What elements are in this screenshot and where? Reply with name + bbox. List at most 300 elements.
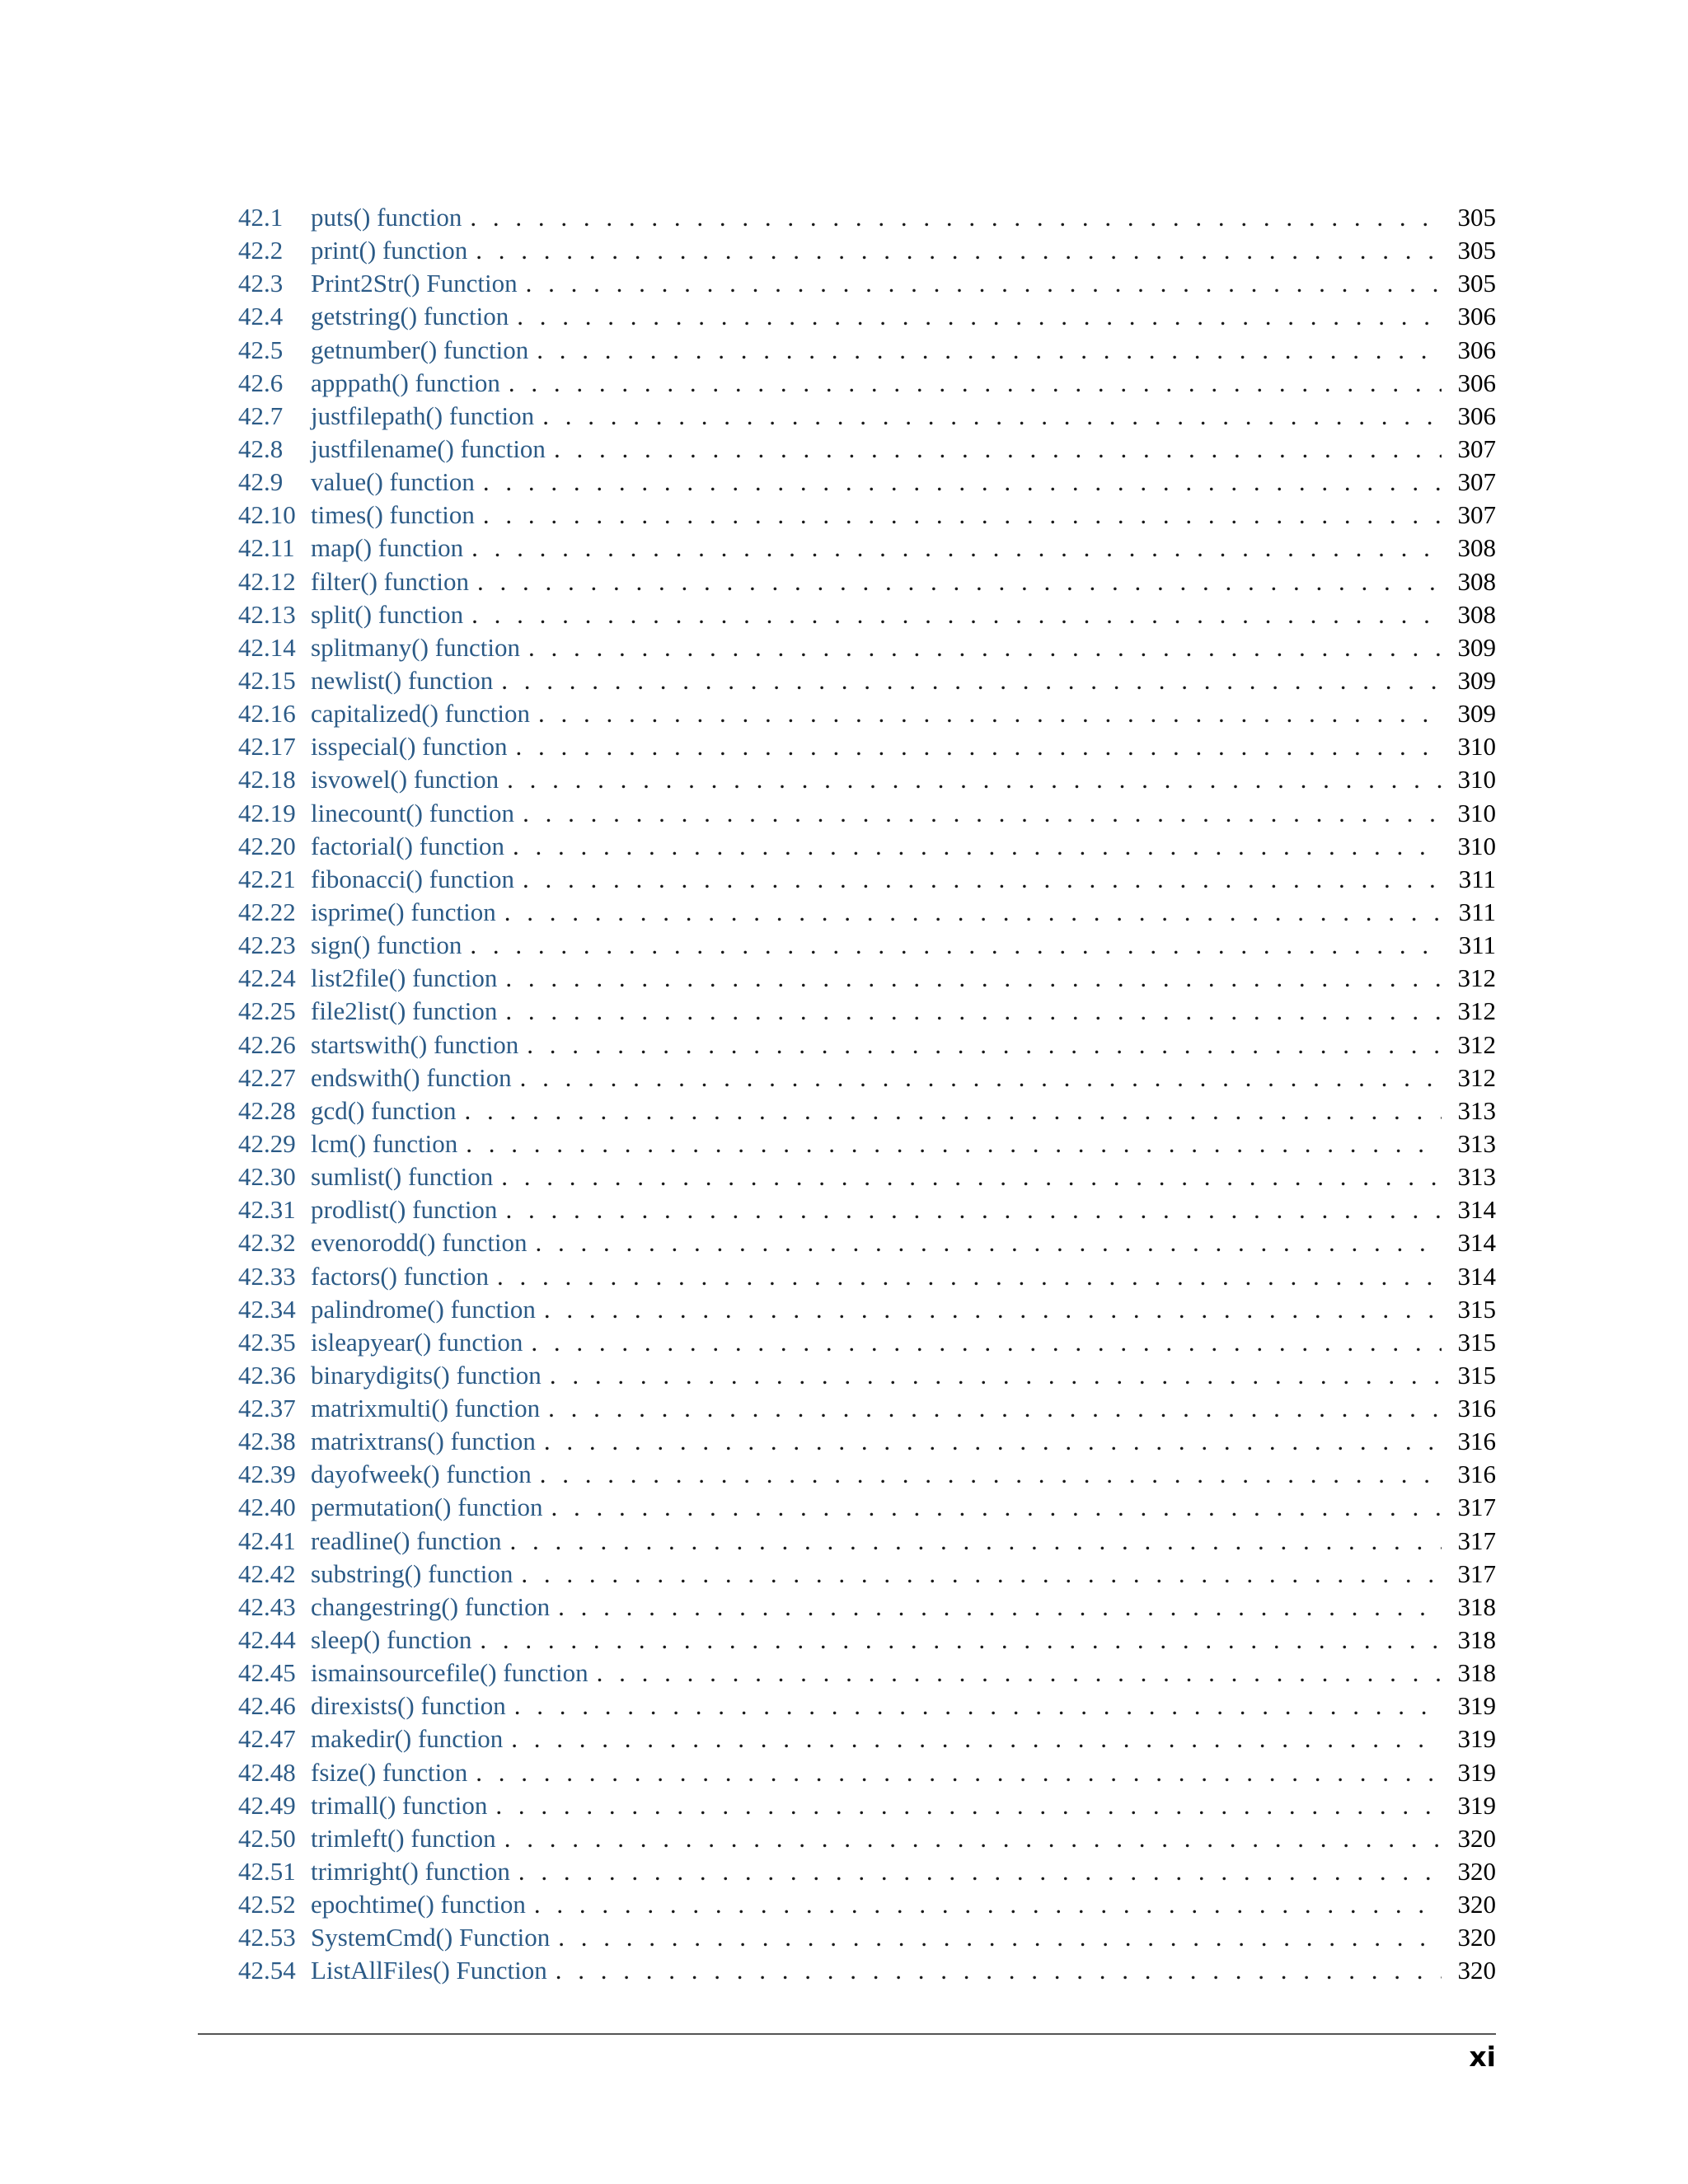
toc-dot-leader xyxy=(501,1160,1442,1193)
page-number: xi xyxy=(1469,2041,1496,2073)
toc-entry-title: print() function xyxy=(311,236,468,265)
toc-entry-title: isspecial() function xyxy=(311,732,508,762)
toc-entry-number: 42.42 xyxy=(238,1558,296,1588)
toc-entry xyxy=(238,1425,1496,1458)
toc-entry-page: 320 xyxy=(1457,1890,1496,1919)
toc-entry-number: 42.6 xyxy=(238,368,284,397)
toc-entry xyxy=(238,1591,1496,1624)
toc-entry-page: 317 xyxy=(1457,1526,1496,1555)
toc-entry-title: isvowel() function xyxy=(311,765,499,794)
toc-entry xyxy=(238,830,1496,863)
toc-entry-number: 42.7 xyxy=(238,401,284,430)
toc-entry-page: 320 xyxy=(1457,1823,1496,1853)
toc-entry-title: ListAllFiles() Function xyxy=(311,1956,547,1985)
toc-entry xyxy=(238,1359,1496,1392)
toc-entry xyxy=(238,565,1496,598)
toc-entry-page: 312 xyxy=(1457,963,1496,993)
toc-entry-page: 311 xyxy=(1458,930,1496,960)
toc-entry xyxy=(238,1458,1496,1491)
toc-entry-number: 42.52 xyxy=(238,1890,296,1919)
toc-dot-leader xyxy=(531,1326,1442,1359)
toc-entry-page: 318 xyxy=(1457,1591,1496,1621)
toc-entry-link[interactable] xyxy=(238,565,469,598)
toc-entry xyxy=(238,962,1496,995)
toc-entry-link[interactable] xyxy=(238,763,499,796)
toc-dot-leader xyxy=(507,763,1442,796)
toc-entry-link[interactable] xyxy=(238,367,500,400)
toc-entry-title: endswith() function xyxy=(311,1062,512,1092)
toc-entry-number: 42.35 xyxy=(238,1327,296,1357)
toc-entry xyxy=(238,863,1496,896)
toc-entry-title: gcd() function xyxy=(311,1095,457,1125)
toc-entry-title: puts() function xyxy=(311,203,462,232)
toc-entry-page: 312 xyxy=(1457,1029,1496,1059)
toc-entry-link[interactable] xyxy=(238,1855,510,1888)
toc-entry-page: 314 xyxy=(1457,1195,1496,1225)
toc-entry xyxy=(238,1954,1496,1987)
toc-entry-number: 42.53 xyxy=(238,1923,296,1952)
toc-dot-leader xyxy=(470,201,1442,234)
toc-entry-title: direxists() function xyxy=(311,1691,506,1721)
toc-dot-leader xyxy=(558,1591,1442,1624)
toc-entry xyxy=(238,730,1496,763)
toc-entry xyxy=(238,1293,1496,1326)
toc-entry-page: 319 xyxy=(1457,1724,1496,1754)
toc-entry-link[interactable] xyxy=(238,1458,532,1491)
toc-entry xyxy=(238,267,1496,300)
toc-entry xyxy=(238,1392,1496,1425)
toc-entry-number: 42.37 xyxy=(238,1394,296,1423)
toc-dot-leader xyxy=(554,433,1442,466)
toc-entry-page: 316 xyxy=(1457,1427,1496,1456)
toc-entry-page: 309 xyxy=(1457,665,1496,695)
toc-entry xyxy=(238,697,1496,730)
toc-entry-title: capitalized() function xyxy=(311,699,530,729)
toc-entry-page: 309 xyxy=(1457,699,1496,729)
toc-entry-number: 42.12 xyxy=(238,566,296,596)
toc-entry xyxy=(238,1160,1496,1193)
toc-entry xyxy=(238,1127,1496,1160)
toc-entry-page: 310 xyxy=(1457,732,1496,762)
toc-entry-page: 311 xyxy=(1458,897,1496,926)
toc-entry-number: 42.14 xyxy=(238,632,296,662)
toc-entry-page: 307 xyxy=(1457,434,1496,463)
toc-dot-leader xyxy=(511,1722,1442,1755)
toc-entry-link[interactable] xyxy=(238,697,530,730)
toc-entry-number: 42.4 xyxy=(238,302,284,331)
toc-entry-link[interactable] xyxy=(238,201,462,234)
toc-entry xyxy=(238,1624,1496,1657)
toc-entry-page: 315 xyxy=(1457,1327,1496,1357)
toc-dot-leader xyxy=(501,664,1442,697)
toc-entry-link[interactable] xyxy=(238,830,504,863)
toc-dot-leader xyxy=(509,367,1442,400)
toc-dot-leader xyxy=(526,267,1442,300)
toc-entry-title: sleep() function xyxy=(311,1625,472,1655)
toc-entry-title: binarydigits() function xyxy=(311,1360,542,1390)
toc-entry-page: 310 xyxy=(1457,831,1496,860)
toc-entry-link[interactable] xyxy=(238,1160,493,1193)
toc-entry-title: splitmany() function xyxy=(311,632,520,662)
toc-entry-title: changestring() function xyxy=(311,1591,551,1621)
toc-entry-page: 316 xyxy=(1457,1460,1496,1489)
toc-entry-link[interactable] xyxy=(238,1127,457,1160)
table-of-contents xyxy=(238,201,1496,1988)
toc-dot-leader xyxy=(504,1822,1442,1855)
toc-entry-number: 42.47 xyxy=(238,1724,296,1754)
toc-dot-leader xyxy=(476,234,1442,267)
toc-entry-number: 42.34 xyxy=(238,1294,296,1324)
toc-dot-leader xyxy=(544,1293,1442,1326)
toc-entry-link[interactable] xyxy=(238,1326,523,1359)
toc-dot-leader xyxy=(538,697,1442,730)
toc-entry-page: 316 xyxy=(1457,1394,1496,1423)
toc-entry-link[interactable] xyxy=(238,499,475,532)
toc-dot-leader xyxy=(515,730,1442,763)
toc-dot-leader xyxy=(551,1491,1442,1524)
toc-entry-page: 314 xyxy=(1457,1228,1496,1258)
toc-entry-title: fsize() function xyxy=(311,1757,468,1787)
toc-entry xyxy=(238,1029,1496,1062)
toc-entry-number: 42.40 xyxy=(238,1493,296,1522)
toc-entry xyxy=(238,201,1496,234)
toc-entry-number: 42.36 xyxy=(238,1360,296,1390)
toc-entry-title: startswith() function xyxy=(311,1029,519,1059)
toc-entry-number: 42.3 xyxy=(238,269,284,298)
toc-entry-page: 305 xyxy=(1457,236,1496,265)
toc-entry-page: 306 xyxy=(1457,368,1496,397)
toc-entry-link[interactable] xyxy=(238,631,520,664)
toc-entry-page: 310 xyxy=(1457,798,1496,827)
toc-entry-title: times() function xyxy=(311,500,475,530)
toc-entry-link[interactable] xyxy=(238,1392,540,1425)
toc-entry-number: 42.17 xyxy=(238,732,296,762)
toc-dot-leader xyxy=(466,1127,1442,1160)
toc-entry-link[interactable] xyxy=(238,267,518,300)
toc-entry-number: 42.28 xyxy=(238,1095,296,1125)
toc-entry xyxy=(238,234,1496,267)
toc-entry-page: 315 xyxy=(1457,1360,1496,1390)
toc-dot-leader xyxy=(464,1094,1442,1127)
toc-entry xyxy=(238,466,1496,499)
toc-entry-page: 307 xyxy=(1457,467,1496,497)
toc-entry-page: 320 xyxy=(1457,1857,1496,1886)
toc-dot-leader xyxy=(513,830,1442,863)
toc-entry xyxy=(238,433,1496,466)
toc-entry-link[interactable] xyxy=(238,1756,467,1789)
toc-entry-title: sumlist() function xyxy=(311,1162,494,1192)
toc-entry-page: 307 xyxy=(1457,500,1496,530)
toc-entry xyxy=(238,1062,1496,1094)
toc-entry xyxy=(238,1260,1496,1293)
toc-entry xyxy=(238,1822,1496,1855)
toc-entry-page: 308 xyxy=(1457,533,1496,563)
toc-entry-link[interactable] xyxy=(238,664,493,697)
toc-dot-leader xyxy=(523,797,1442,830)
toc-dot-leader xyxy=(505,995,1442,1028)
toc-dot-leader xyxy=(527,1029,1442,1062)
toc-entry-link[interactable] xyxy=(238,1094,456,1127)
toc-dot-leader xyxy=(556,1954,1442,1987)
toc-entry-title: factors() function xyxy=(311,1261,490,1291)
toc-entry-page: 306 xyxy=(1457,401,1496,430)
toc-entry xyxy=(238,896,1496,929)
toc-entry xyxy=(238,499,1496,532)
toc-entry-page: 318 xyxy=(1457,1658,1496,1688)
toc-entry-number: 42.8 xyxy=(238,434,284,463)
toc-dot-leader xyxy=(517,300,1442,333)
toc-entry-link[interactable] xyxy=(238,1029,518,1062)
toc-entry-page: 312 xyxy=(1457,996,1496,1026)
toc-entry-number: 42.15 xyxy=(238,665,296,695)
toc-dot-leader xyxy=(518,1855,1442,1888)
toc-entry-title: getnumber() function xyxy=(311,335,529,364)
toc-entry-title: linecount() function xyxy=(311,798,515,827)
toc-dot-leader xyxy=(477,565,1442,598)
toc-entry-page: 308 xyxy=(1457,566,1496,596)
toc-entry xyxy=(238,797,1496,830)
toc-entry-title: trimall() function xyxy=(311,1790,488,1820)
footer-divider xyxy=(198,2033,1496,2035)
toc-entry-title: Print2Str() Function xyxy=(311,269,518,298)
toc-entry-link[interactable] xyxy=(238,1062,512,1094)
toc-entry-title: makedir() function xyxy=(311,1724,504,1754)
toc-entry xyxy=(238,1326,1496,1359)
toc-dot-leader xyxy=(514,1690,1442,1722)
toc-entry-number: 42.32 xyxy=(238,1228,296,1258)
toc-entry xyxy=(238,1789,1496,1822)
toc-entry-number: 42.13 xyxy=(238,599,296,629)
toc-entry-title: getstring() function xyxy=(311,302,509,331)
toc-entry-number: 42.25 xyxy=(238,996,296,1026)
toc-entry-number: 42.45 xyxy=(238,1658,296,1688)
toc-entry-page: 319 xyxy=(1457,1757,1496,1787)
toc-entry-link[interactable] xyxy=(238,929,462,962)
toc-dot-leader xyxy=(521,1558,1442,1591)
toc-entry-title: permutation() function xyxy=(311,1493,543,1522)
toc-entry-number: 42.41 xyxy=(238,1526,296,1555)
toc-entry-number: 42.30 xyxy=(238,1162,296,1192)
toc-entry-page: 314 xyxy=(1457,1261,1496,1291)
toc-dot-leader xyxy=(471,532,1442,565)
toc-entry-title: prodlist() function xyxy=(311,1195,498,1225)
toc-entry-number: 42.38 xyxy=(238,1427,296,1456)
toc-entry-number: 42.20 xyxy=(238,831,296,860)
toc-entry-title: newlist() function xyxy=(311,665,494,695)
toc-entry-link[interactable] xyxy=(238,896,496,929)
toc-entry-title: substring() function xyxy=(311,1558,513,1588)
toc-dot-leader xyxy=(505,962,1442,995)
toc-entry-number: 42.51 xyxy=(238,1857,296,1886)
toc-dot-leader xyxy=(480,1624,1442,1657)
toc-entry-link[interactable] xyxy=(238,1226,528,1259)
toc-entry-number: 42.43 xyxy=(238,1591,296,1621)
toc-entry xyxy=(238,1491,1496,1524)
toc-entry-title: matrixmulti() function xyxy=(311,1394,541,1423)
toc-dot-leader xyxy=(597,1657,1442,1690)
toc-dot-leader xyxy=(558,1921,1442,1954)
toc-entry-link[interactable] xyxy=(238,1822,496,1855)
toc-entry-number: 42.10 xyxy=(238,500,296,530)
toc-entry-number: 42.46 xyxy=(238,1691,296,1721)
toc-entry-link[interactable] xyxy=(238,1954,547,1987)
toc-entry-title: apppath() function xyxy=(311,368,500,397)
toc-dot-leader xyxy=(476,1756,1442,1789)
toc-entry-number: 42.44 xyxy=(238,1625,296,1655)
toc-entry-link[interactable] xyxy=(238,1359,542,1392)
toc-entry-number: 42.23 xyxy=(238,930,296,960)
toc-entry-link[interactable] xyxy=(238,1293,536,1326)
toc-entry-link[interactable] xyxy=(238,1591,550,1624)
toc-entry xyxy=(238,532,1496,565)
toc-dot-leader xyxy=(550,1359,1442,1392)
toc-entry-page: 311 xyxy=(1458,864,1496,893)
toc-entry-page: 313 xyxy=(1457,1128,1496,1158)
toc-entry-title: justfilename() function xyxy=(311,434,546,463)
toc-entry-page: 305 xyxy=(1457,269,1496,298)
toc-entry-number: 42.31 xyxy=(238,1195,296,1225)
toc-entry-link[interactable] xyxy=(238,400,534,433)
toc-entry xyxy=(238,598,1496,631)
toc-entry-page: 312 xyxy=(1457,1062,1496,1092)
toc-entry-link[interactable] xyxy=(238,1789,487,1822)
toc-entry-link[interactable] xyxy=(238,1722,503,1755)
toc-entry-link[interactable] xyxy=(238,1260,489,1293)
toc-entry-link[interactable] xyxy=(238,300,509,333)
toc-entry-link[interactable] xyxy=(238,1888,526,1921)
toc-entry-number: 42.29 xyxy=(238,1128,296,1158)
toc-entry-page: 308 xyxy=(1457,599,1496,629)
toc-entry-number: 42.2 xyxy=(238,236,284,265)
toc-entry-number: 42.9 xyxy=(238,467,284,497)
toc-entry xyxy=(238,1094,1496,1127)
toc-dot-leader xyxy=(483,466,1442,499)
toc-dot-leader xyxy=(510,1525,1442,1558)
toc-entry-link[interactable] xyxy=(238,1491,543,1524)
toc-entry-link[interactable] xyxy=(238,1921,550,1954)
toc-entry xyxy=(238,1226,1496,1259)
toc-entry-page: 317 xyxy=(1457,1558,1496,1588)
toc-entry-page: 305 xyxy=(1457,203,1496,232)
toc-entry-link[interactable] xyxy=(238,730,507,763)
toc-entry xyxy=(238,1888,1496,1921)
toc-entry-title: matrixtrans() function xyxy=(311,1427,536,1456)
toc-dot-leader xyxy=(520,1062,1442,1094)
toc-entry xyxy=(238,1756,1496,1789)
toc-entry-page: 317 xyxy=(1457,1493,1496,1522)
toc-entry-title: readline() function xyxy=(311,1526,502,1555)
toc-entry xyxy=(238,367,1496,400)
toc-entry-link[interactable] xyxy=(238,1193,497,1226)
toc-entry-link[interactable] xyxy=(238,433,546,466)
toc-entry-link[interactable] xyxy=(238,797,514,830)
toc-entry-title: epochtime() function xyxy=(311,1890,526,1919)
toc-dot-leader xyxy=(544,1425,1442,1458)
toc-entry-link[interactable] xyxy=(238,995,497,1028)
toc-entry-link[interactable] xyxy=(238,1525,502,1558)
toc-dot-leader xyxy=(470,929,1442,962)
toc-entry-number: 42.54 xyxy=(238,1956,296,1985)
toc-entry-page: 320 xyxy=(1457,1956,1496,1985)
toc-entry-title: fibonacci() function xyxy=(311,864,515,893)
toc-entry-title: palindrome() function xyxy=(311,1294,536,1324)
toc-entry xyxy=(238,1690,1496,1722)
toc-entry-link[interactable] xyxy=(238,863,514,896)
toc-entry-title: isleapyear() function xyxy=(311,1327,523,1357)
toc-entry-title: evenorodd() function xyxy=(311,1228,528,1258)
toc-dot-leader xyxy=(505,1193,1442,1226)
toc-dot-leader xyxy=(542,400,1442,433)
toc-entry-page: 306 xyxy=(1457,335,1496,364)
toc-dot-leader xyxy=(495,1789,1442,1822)
toc-dot-leader xyxy=(548,1392,1442,1425)
toc-entry-number: 42.48 xyxy=(238,1757,296,1787)
toc-entry-page: 319 xyxy=(1457,1691,1496,1721)
toc-entry-page: 315 xyxy=(1457,1294,1496,1324)
toc-entry-link[interactable] xyxy=(238,532,463,565)
toc-entry-title: sign() function xyxy=(311,930,462,960)
toc-entry xyxy=(238,1722,1496,1755)
toc-entry-number: 42.22 xyxy=(238,897,296,926)
toc-entry-link[interactable] xyxy=(238,1624,471,1657)
toc-entry xyxy=(238,763,1496,796)
toc-entry xyxy=(238,1525,1496,1558)
toc-entry xyxy=(238,1921,1496,1954)
toc-entry-number: 42.11 xyxy=(238,533,295,563)
toc-entry-link[interactable] xyxy=(238,962,497,995)
toc-entry-link[interactable] xyxy=(238,1657,588,1690)
toc-dot-leader xyxy=(536,1226,1442,1259)
toc-entry-title: isprime() function xyxy=(311,897,496,926)
toc-entry-link[interactable] xyxy=(238,1558,513,1591)
toc-entry-link[interactable] xyxy=(238,234,467,267)
toc-entry-link[interactable] xyxy=(238,466,475,499)
toc-dot-leader xyxy=(483,499,1442,532)
toc-entry-number: 42.1 xyxy=(238,203,284,232)
toc-entry-page: 309 xyxy=(1457,632,1496,662)
toc-entry-title: filter() function xyxy=(311,566,469,596)
toc-entry xyxy=(238,300,1496,333)
toc-entry xyxy=(238,631,1496,664)
toc-entry-number: 42.24 xyxy=(238,963,296,993)
toc-entry-page: 318 xyxy=(1457,1625,1496,1655)
toc-entry-title: trimleft() function xyxy=(311,1823,496,1853)
toc-dot-leader xyxy=(523,863,1442,896)
toc-dot-leader xyxy=(497,1260,1442,1293)
toc-entry-page: 313 xyxy=(1457,1162,1496,1192)
toc-entry-link[interactable] xyxy=(238,598,463,631)
toc-entry-title: lcm() function xyxy=(311,1128,458,1158)
toc-entry xyxy=(238,334,1496,367)
toc-entry xyxy=(238,1657,1496,1690)
toc-entry-number: 42.50 xyxy=(238,1823,296,1853)
toc-entry-link[interactable] xyxy=(238,1690,506,1722)
toc-entry-link[interactable] xyxy=(238,334,528,367)
toc-entry-number: 42.39 xyxy=(238,1460,296,1489)
toc-dot-leader xyxy=(471,598,1442,631)
toc-entry-title: SystemCmd() Function xyxy=(311,1923,551,1952)
toc-entry-number: 42.18 xyxy=(238,765,296,794)
toc-entry xyxy=(238,995,1496,1028)
toc-entry xyxy=(238,929,1496,962)
toc-entry-page: 310 xyxy=(1457,765,1496,794)
toc-entry-title: ismainsourcefile() function xyxy=(311,1658,588,1688)
toc-entry-title: factorial() function xyxy=(311,831,504,860)
toc-entry-title: split() function xyxy=(311,599,464,629)
toc-entry-page: 313 xyxy=(1457,1095,1496,1125)
toc-entry-link[interactable] xyxy=(238,1425,536,1458)
toc-entry-number: 42.21 xyxy=(238,864,296,893)
